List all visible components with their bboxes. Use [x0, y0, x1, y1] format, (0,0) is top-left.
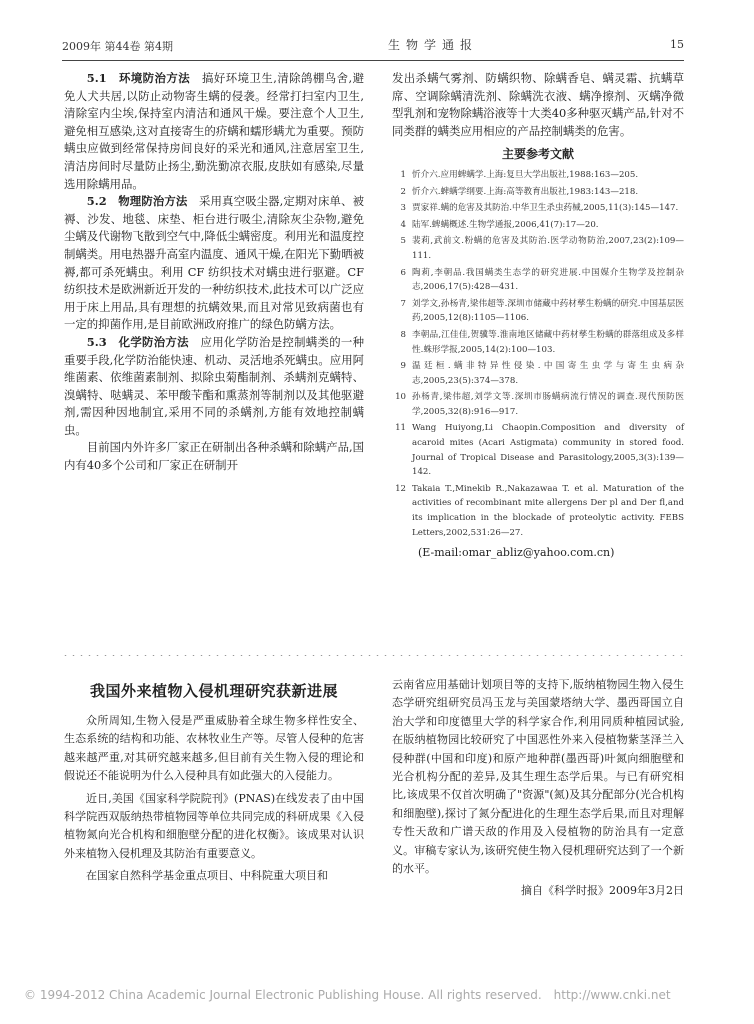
reference-item — [392, 421, 684, 479]
divider-diamond — [86, 655, 94, 656]
reference-number: 6 — [400, 267, 406, 278]
divider-diamond — [406, 655, 414, 656]
reference-number: 7 — [400, 298, 406, 309]
divider-diamond — [214, 655, 222, 656]
divider-diamond — [470, 655, 478, 656]
divider-diamond — [262, 655, 270, 656]
divider-diamond — [230, 655, 238, 656]
section-divider — [62, 648, 686, 656]
divider-diamond — [238, 655, 246, 656]
news-paragraph-4: 云南省应用基础计划项目等的支持下,版纳植物园生物入侵生态学研究组研究员冯玉龙与美国蒙塔纳大学、墨西哥国立自治大学和印度德里大学的科学家合作,利用同质种植园试验,在版纳植物园比较研究了中国恶性外来入侵植物紫茎泽兰入侵种群(中国和印度)和原产地种群(墨西哥)叶氮向细胞壁和光合机构分配的差异,及其生理生态学后果。与已有研究相比,该成果不仅首次明确了"资源"(氮)及其分配部分(光合机构和细胞壁),探讨了氮分配进化的生理生态学后果,而且对理解专性天敌和广谱天敌的作用及入侵植物的防治具有一定意义。审稿专家认为,该研究使生物入侵机理研究达到了一个新的水平。 — [392, 678, 684, 876]
divider-diamond — [134, 655, 142, 656]
divider-diamond — [542, 655, 550, 656]
reference-item — [392, 201, 684, 216]
section-5-1 — [64, 70, 364, 193]
news-title: 我国外来植物入侵机理研究获新进展 — [89, 682, 338, 700]
news-paragraph-2: 近日,美国《国家科学院院刊》(PNAS)在线发表了由中国科学院西双版纳热带植物园等单位共同完成的科研成果《入侵植物氮向光合机构和细胞壁分配的进化权衡》。该成果对认识外来植物入侵机理及其防治有重要意义。 — [64, 791, 364, 860]
reference-text: 刘学文,孙杨青,梁伟超等.深圳市储藏中药材孳生粉螨的研究.中国基层医药,2005,12(8):1105—1106. — [412, 298, 684, 324]
reference-item — [392, 234, 684, 263]
divider-diamond — [630, 655, 638, 656]
divider-diamond — [534, 655, 542, 656]
divider-diamond — [502, 655, 510, 656]
reference-list — [392, 168, 684, 540]
divider-diamond — [246, 655, 254, 656]
divider-diamond — [462, 655, 470, 656]
journal-name: 生物学通报 — [388, 38, 479, 52]
divider-diamond — [574, 655, 582, 656]
reference-item — [392, 168, 684, 183]
divider-diamond — [558, 655, 566, 656]
divider-diamond — [606, 655, 614, 656]
divider-diamond — [206, 655, 214, 656]
closing-paragraph: 目前国内外许多厂家正在研制出各种杀螨和除螨产品,国内有40多个公司和厂家正在研制开 — [64, 440, 364, 473]
news-source: 摘自《科学时报》2009年3月2日 — [521, 884, 684, 898]
divider-diamond — [318, 655, 326, 656]
divider-diamond — [358, 655, 366, 656]
divider-diamond — [550, 655, 558, 656]
reference-item — [392, 266, 684, 295]
divider-diamond — [614, 655, 622, 656]
divider-diamond — [422, 655, 430, 656]
reference-number: 5 — [400, 236, 406, 247]
divider-diamond — [70, 655, 78, 656]
reference-text: 温廷桓.螨非特异性侵染.中国寄生虫学与寄生虫病杂志,2005,23(5):374—378. — [412, 361, 684, 386]
divider-diamond — [414, 655, 422, 656]
section-5-2 — [64, 193, 364, 334]
divider-diamond — [518, 655, 526, 656]
divider-diamond — [126, 655, 134, 656]
reference-text: 忻介六.应用蜱螨学.上海:复旦大学出版社,1988:163—205. — [412, 169, 639, 180]
divider-diamond — [678, 655, 686, 656]
divider-diamond — [566, 655, 574, 656]
divider-diamond — [526, 655, 534, 656]
reference-text: 裴莉,武前文.粉螨的危害及其防治.医学动物防治,2007,23(2):109—111. — [412, 236, 684, 261]
divider-diamond — [494, 655, 502, 656]
divider-diamond — [582, 655, 590, 656]
header-rule — [62, 60, 684, 61]
divider-diamond — [190, 655, 198, 656]
journal-issue: 2009年 第44卷 第4期 — [62, 40, 173, 53]
reference-number: 3 — [400, 203, 406, 214]
reference-item — [392, 218, 684, 233]
section-5-3-heading: 5.3 化学防治方法 — [86, 334, 189, 349]
right-column — [392, 70, 684, 562]
news-right-column — [392, 676, 684, 901]
copyright-footer: © 1994-2012 China Academic Journal Electronic Publishing House. All rights reserved. http://www.cnki.net — [24, 988, 671, 1002]
divider-diamond — [158, 655, 166, 656]
divider-diamond — [326, 655, 334, 656]
divider-diamond — [390, 655, 398, 656]
divider-diamond — [342, 655, 350, 656]
reference-text: 孙杨青,梁伟超,刘学文等.深圳市肠螨病流行情况的调查.现代预防医学,2005,32(8):916—917. — [412, 392, 684, 417]
reference-text: Wang Huiyong,Li Chaopin.Composition and diversity of acaroid mites (Acari Astigmata) community in stored food. Journal of Tropical Disease and Parasitology,2005,3(3):139—142. — [412, 423, 684, 478]
reference-item — [392, 185, 684, 200]
news-left-column — [64, 712, 364, 890]
divider-diamond — [118, 655, 126, 656]
page-header — [62, 34, 684, 54]
reference-item — [392, 328, 684, 357]
divider-diamond — [662, 655, 670, 656]
reference-number: 4 — [400, 219, 406, 230]
divider-diamond — [366, 655, 374, 656]
divider-diamond — [486, 655, 494, 656]
divider-diamond — [150, 655, 158, 656]
section-5-2-body: 采用真空吸尘器,定期对床单、被褥、沙发、地毯、床垫、柜台进行吸尘,清除灰尘杂物,避免尘螨及代谢物飞散到空气中,降低尘螨密度。利用光和温度控制螨类。用电热器升高室内温度、通风干燥,在阳光下勤晒被褥,都可杀死螨虫。利用 CF 纺织技术对螨虫进行驱避。CF 纺织技术是欧洲新近开发的一种纺织技术,此技术可以广泛应用于床上用品,具有理想的抗螨效果,而且对常见致病菌也有一定的抑菌作用,是目前欧洲政府推广的绿色防螨方法。 — [64, 194, 364, 332]
news-paragraph-3: 在国家自然科学基金重点项目、中科院重大项目和 — [86, 869, 328, 883]
divider-diamond — [182, 655, 190, 656]
divider-diamond — [94, 655, 102, 656]
divider-diamond — [294, 655, 302, 656]
divider-diamond — [270, 655, 278, 656]
divider-diamond — [310, 655, 318, 656]
divider-diamond — [110, 655, 118, 656]
divider-diamond — [166, 655, 174, 656]
divider-diamond — [278, 655, 286, 656]
divider-diamond — [438, 655, 446, 656]
divider-diamond — [598, 655, 606, 656]
divider-diamond — [374, 655, 382, 656]
references-heading: 主要参考文献 — [501, 147, 574, 162]
divider-diamond — [222, 655, 230, 656]
reference-number: 12 — [395, 483, 406, 494]
reference-text: 陶莉,李朝品.我国螨类生态学的研究进展.中国媒介生物学及控制杂志,2006,17(5):428—431. — [412, 267, 684, 293]
left-column — [64, 70, 364, 475]
divider-diamond — [398, 655, 406, 656]
divider-diamond — [62, 655, 70, 656]
reference-text: 忻介六.蜱螨学纲要.上海:高等教育出版社,1983:143—218. — [412, 186, 639, 197]
divider-diamond — [334, 655, 342, 656]
divider-diamond — [454, 655, 462, 656]
divider-diamond — [654, 655, 662, 656]
reference-text: 李朝品,江佳佳,贺骥等.淮南地区储藏中药材孳生粉螨的群落组成及多样性.蛛形学报,2005,14(2):100—103. — [412, 329, 684, 355]
divider-diamond — [174, 655, 182, 656]
divider-diamond — [478, 655, 486, 656]
reference-number: 1 — [400, 169, 406, 180]
divider-diamond — [622, 655, 630, 656]
section-5-3-body: 应用化学防治是控制螨类的一种重要手段,化学防治能快速、机动、灵活地杀死螨虫。应用阿维菌素、依维菌素制剂、拟除虫菊酯制剂、杀螨剂克螨特、溴螨特、哒螨灵、苯甲酸苄酯和熏蒸剂等制剂以及其他驱避剂,需因种因地制宜,采用不同的杀螨剂,方能有效地控制螨虫。 — [64, 334, 364, 437]
divider-diamond — [350, 655, 358, 656]
section-5-2-heading: 5.2 物理防治方法 — [86, 194, 188, 209]
reference-text: Takaia T.,Minekib R.,Nakazawaa T. et al. Maturation of the activities of recombinant mite allergens Der pl and Der fl,and its implication in the blockade of proteolytic activity. FEBS Letters,2002,531:26—27. — [412, 483, 684, 538]
divider-diamond — [510, 655, 518, 656]
reference-text: 贾家祥.螨的危害及其防治.中华卫生杀虫药械,2005,11(3):145—147. — [412, 203, 679, 214]
section-5-1-body: 搞好环境卫生,清除鸽棚鸟舍,避免人犬共居,以防止动物寄生螨的侵袭。经常打扫室内卫生,清除室内尘埃,保持室内清洁和通风干燥。要注意个人卫生,避免相互感染,这对直接寄生的疥螨和蠕形螨尤为重要。预防螨虫应做到经常保持房间良好的采光和通风,注意居室卫生,清洁房间时尽量防止扬尘,勤洗勤凉衣服,皮肤如有感染,尽量选用除螨用品。 — [64, 71, 364, 191]
reference-item — [392, 390, 684, 419]
reference-number: 8 — [400, 329, 406, 340]
divider-diamond — [646, 655, 654, 656]
divider-diamond — [446, 655, 454, 656]
divider-diamond — [302, 655, 310, 656]
news-paragraph-1: 众所周知,生物入侵是严重威胁着全球生物多样性安全、生态系统的结构和功能、农林牧业生产等。尽管人侵种的危害越来越严重,对其研究越来越多,但目前有关生物入侵的理论和假说还不能说明为什么入侵种具有如此强大的入侵能力。 — [64, 714, 364, 783]
reference-item — [392, 297, 684, 326]
divider-diamond — [638, 655, 646, 656]
author-email: (E-mail:omar_abliz@yahoo.com.cn) — [418, 546, 615, 560]
divider-diamond — [102, 655, 110, 656]
divider-diamond — [670, 655, 678, 656]
divider-diamond — [78, 655, 86, 656]
page-number: 15 — [670, 38, 684, 51]
reference-number: 10 — [395, 392, 406, 403]
continuation-paragraph: 发出杀螨气雾剂、防螨织物、除螨香皂、螨灵霜、抗螨草席、空调除螨清洗剂、除螨洗衣液、螨净擦剂、灭螨净微型乳剂和宠物除螨浴液等十大类40多种驱灭螨产品,针对不同类群的螨类应用相应的产品控制螨类的危害。 — [392, 71, 684, 138]
divider-diamond — [590, 655, 598, 656]
divider-diamond — [430, 655, 438, 656]
section-5-3 — [64, 334, 364, 440]
divider-diamond — [382, 655, 390, 656]
reference-number: 9 — [400, 361, 406, 372]
reference-item — [392, 359, 684, 388]
section-5-1-heading: 5.1 环境防治方法 — [86, 71, 191, 85]
reference-number: 2 — [400, 186, 406, 197]
reference-item — [392, 482, 684, 540]
reference-text: 陆军.蜱螨概述.生物学通报,2006,41(7):17—20. — [412, 219, 599, 230]
divider-diamond — [198, 655, 206, 656]
divider-diamond — [286, 655, 294, 656]
divider-diamond — [142, 655, 150, 656]
reference-number: 11 — [395, 423, 406, 434]
divider-diamond — [254, 655, 262, 656]
